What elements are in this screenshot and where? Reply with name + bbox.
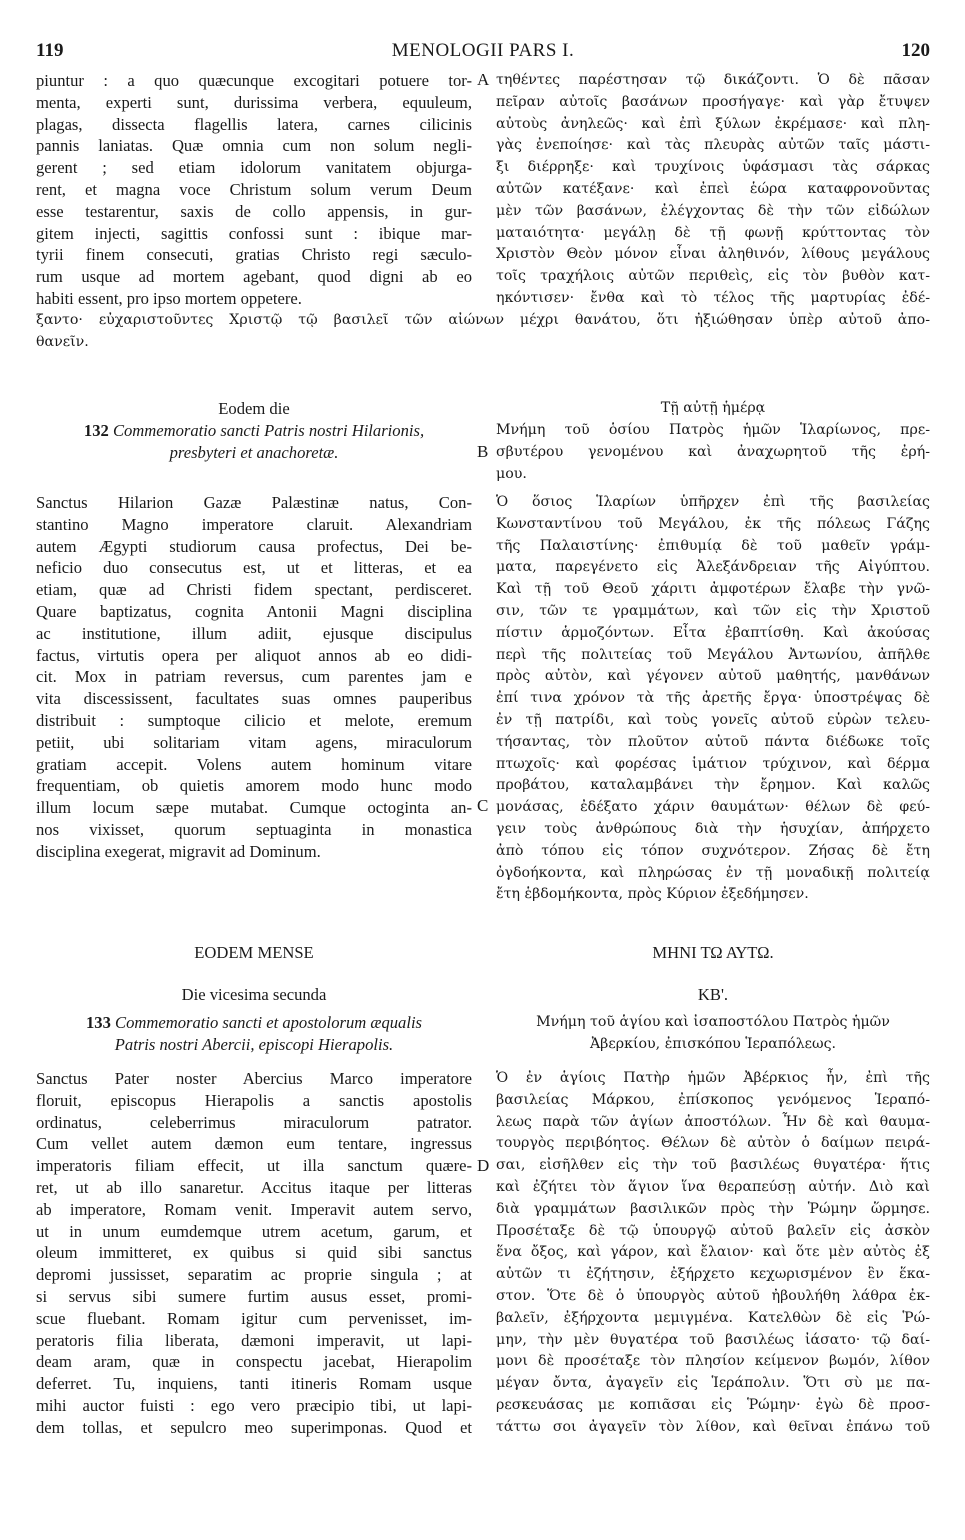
latin-month-title: EODEM MENSE	[194, 943, 314, 962]
entry-132-greek-title-1: Μνήμη τοῦ ὁσίου Πατρὸς ἡμῶν Ἱλαρίωνος, πρε-	[496, 422, 930, 438]
top-latin-column	[36, 70, 472, 310]
text-line: Προσέταξε δὲ τῷ ὑπουργῷ αὐτοῦ βαλεῖν εἰς ἀσκὸν	[496, 1222, 930, 1239]
entry-132-greek-title-3: μου.	[496, 465, 527, 482]
text-line: πρὸς αὐτὸν, καὶ γέγονεν αὐτοῦ μαθητής, μανθάνων	[496, 668, 930, 685]
text-line: frequentiam, ob quietis amorem modo hunc modo	[36, 776, 472, 796]
greek-day-heading: Τῇ αὐτῇ ἡμέρᾳ	[660, 400, 766, 416]
text-line: ματαιότητα· μεγάλῃ δὲ τῇ φωνῇ κρύττοντας τὸν	[496, 224, 930, 241]
text-line: βαλεῖν, ἐξήρχοντα μεμιγμένα. Κατελθὼν δὲ εἰς Ῥώ-	[496, 1309, 930, 1326]
text-line: πτωχοῖς· καὶ φορέσας ἱμάτιον τρύχινον, καὶ δέρμα	[496, 755, 930, 772]
text-line: stantino Magno imperatore claruit. Alexandriam	[36, 514, 472, 534]
text-line: piuntur : a quo quæcunque excogitari potuere tor-	[36, 71, 472, 90]
text-line: depromi jussisset, separatim ac proprie singula ; at	[36, 1265, 472, 1285]
text-line: αὐτῶν τι ἐζήτησιν, ἐξήρχετο κεχωρισμένον ἓν ἕκα-	[496, 1266, 930, 1283]
text-line: ματα, παρεγένετο εἰς Ἀλεξάνδρειαν τῆς Αἰγύπτου.	[496, 559, 930, 576]
text-line: θανεῖν.	[36, 333, 89, 350]
text-line: deam aram, quæ in conspectu jacebat, Hierapolim	[36, 1352, 472, 1372]
text-line: floruit, episcopus Hierapolis a sanctis apostolis	[36, 1090, 472, 1110]
entry-132-latin-head	[36, 398, 472, 464]
text-line: nos vixisset, quorum septuaginta in monastica	[36, 819, 472, 839]
greek-month-heading	[496, 942, 930, 1006]
margin-marker-c: C	[477, 796, 489, 815]
text-line: τηθέντες παρέστησαν τῷ δικάζοντι. Ὁ δὲ πᾶσαν	[496, 72, 930, 88]
text-line: habiti essent, pro ipso mortem oppetere.	[36, 288, 302, 308]
text-line: ἀπὸ τόπου εἰς τόπον συχνότερον. Ζήσας δὲ ἔτη	[496, 842, 930, 859]
text-line: deferret. Tu, inquiens, tanti itineris Romam usque	[36, 1374, 472, 1394]
text-line: Χριστὸν Θεὸν μόνον εἶναι ἀληθινόν, λίθους μεγάλους	[496, 246, 930, 263]
text-line: gerent ; sed etiam idolorum vanitatem objurga-	[36, 158, 472, 178]
text-line: ξαντο· εὐχαριστοῦντες Χριστῷ τῷ βασιλεῖ τῶν αἰώνων μέχρι θανάτου, ὅτι ἠξιώθησαν ὑπὲρ αὐτοῦ ἀπο-	[36, 312, 930, 328]
text-line: esse testarentur, saxis de collo appensis, in gur-	[36, 201, 472, 221]
running-title: MENOLOGII PARS I.	[391, 40, 575, 61]
text-line: rent, et magna voce Christum solum verum Deum	[36, 179, 472, 199]
page-number-left: 119	[36, 40, 64, 61]
page-number-right: 120	[901, 40, 930, 61]
text-line: τοῖς τραχήλοις αὐτῶν περιθεὶς, εἰς τὸν βυθὸν κατ-	[496, 268, 930, 285]
margin-marker-d: D	[477, 1156, 490, 1175]
text-line: Quare baptizatus, cognita Antonii Magni disciplina	[36, 601, 472, 621]
text-line: γειν τοὺς ἀνθρώπους διὰ τὴν ἡσυχίαν, ἀπήρχετο	[496, 820, 930, 837]
entry-133-greek-title-1: Μνήμη τοῦ ἁγίου καὶ ἰσαποστόλου Πατρὸς ἡμῶν	[536, 1014, 890, 1030]
greek-month-title: ΜΗΝΙ ΤΩ ΑΥΤΩ.	[652, 943, 774, 962]
latin-day-subtitle: Die vicesima secunda	[181, 985, 327, 1004]
greek-day-subtitle: ΚΒ'.	[697, 985, 729, 1004]
text-line: Καὶ τῇ τοῦ Θεοῦ χάριτι ἀμφοτέρων ἔλαβε τὴν γνῶ-	[496, 581, 930, 598]
text-line: ἐν τῇ πατρίδι, καὶ τοὺς γονεῖς αὐτοῦ εὑρὼν τελευ-	[496, 711, 930, 728]
text-line: dem tollas, et sepulcro meo superimponas. Quod et	[36, 1417, 472, 1437]
text-line: ac institutione, illum adiit, ejusque discipulus	[36, 623, 472, 643]
text-line: ξι διέρρηξε· καὶ τρυχίνοις ὑφάσμασι τὰς σάρκας	[496, 159, 930, 176]
entry-133-latin-body	[36, 1068, 472, 1439]
text-line: factus, virtutis opera per aliquot annos ab eo didi-	[36, 645, 472, 665]
margin-marker-a: A	[477, 70, 490, 89]
text-line: peratoris filia liberata, dæmoni imperavit, ut lapi-	[36, 1330, 472, 1350]
text-line: disciplina exegerat, migravit ad Dominum.	[36, 841, 321, 861]
text-line: scue fluebant. Romam igitur cum pervenisset, im-	[36, 1308, 472, 1328]
text-line: τάττω σοι ἀγαγεῖν τὸν λίθον, καὶ θεῖναι ἐπάνω τοῦ	[496, 1418, 930, 1435]
text-line: ἕνα ὄξος, καὶ γάρον, καὶ ἔλαιον· καὶ ὅτε μὲν αὐτὸς ἐξ	[496, 1244, 930, 1261]
text-line: ret, ut ab illo sanaretur. Accitus itaque per litteras	[36, 1177, 472, 1197]
text-line: neficio duo consecutus est, ut et litteras, et ea	[36, 558, 472, 578]
text-line: προβάτου, καταλαμβάνει τὴν ἔρημον. Καὶ καλῶς	[496, 777, 930, 794]
text-line: pannis laniatas. Quæ omnia cum non solum negli-	[36, 136, 472, 156]
entry-132-latin-title-2: presbyteri et anachoretæ.	[169, 442, 339, 462]
text-line: ὀγδοήκοντα, καὶ πληρώσας ἐν τῇ μοναδικῇ πολιτείᾳ	[496, 864, 930, 881]
text-line: menta, experti sunt, durissima verbera, equuleum,	[36, 92, 472, 112]
text-line: ἔτη ἑβδομήκοντα, πρὸς Κύριον ἐξεδήμησεν.	[496, 886, 809, 903]
text-line: ab imperatore, Romam venit. Imperavit autem servo,	[36, 1199, 472, 1219]
top-greek-continuation	[36, 310, 930, 354]
entry-132-greek-title-2: σβυτέρου γενομένου καὶ ἀναχωρητοῦ τῆς ἐρή-	[496, 443, 930, 460]
text-line: διὰ γραμμάτων βασιλικῶν πρὸς τὴν Ῥώμην ὥρμησε.	[496, 1200, 930, 1217]
text-line: αὐτοὺς ἀνηλεῶς· καὶ ἐπὶ ξύλων ἐκρέμασε· καὶ πλη-	[496, 115, 930, 132]
text-line: μὲν τῶν βασάνων, ἐλέγχοντας δὲ τὴν τῶν εἰδώλων	[496, 202, 930, 219]
entry-133-greek-head	[496, 1012, 930, 1056]
text-line: illum locum sæpe mutabat. Cumque octoginta an-	[36, 798, 472, 818]
text-line: gratiam accepit. Volens autem hominum vitare	[36, 754, 472, 774]
text-line: περὶ τῆς πολιτείας τοῦ Μεγάλου Ἀντωνίου, ἀπῆλθε	[496, 646, 930, 663]
text-line: μονι δὲ προσέταξε τὸν πλησίον κείμενον βωμόν, λίθον	[496, 1353, 930, 1370]
text-line: mihi auctor fuisti : ego vero præcipio tibi, ut lapi-	[36, 1395, 472, 1415]
text-line: πίστιν ἁρμοζόντων. Εἶτα ἐβαπτίσθη. Καὶ ἀκούσας	[496, 624, 930, 641]
entry-132-greek-body	[496, 492, 930, 906]
margin-marker-b: B	[477, 442, 489, 461]
text-line: Sanctus Pater noster Abercius Marco imperatore	[36, 1069, 472, 1088]
text-line: vita discessissent, facultates suas omnes pauperibus	[36, 689, 472, 709]
text-line: τουργὸς περιβόητος. Θέλων δὲ αὐτὸν ὁ δαίμων πειρά-	[496, 1135, 930, 1152]
text-line: oleum immitteret, ex quibus si quid sibi sanctus	[36, 1243, 472, 1263]
text-line: etiam, quæ ad Christi fidem spectant, perdisceret.	[36, 580, 472, 600]
text-line: ηκόντισεν· ἔνθα καὶ τὸ τέλος τῆς μαρτυρίας ἐδέ-	[496, 289, 930, 306]
text-line: αὐτῶν κατέξανε· καὶ ἐπεὶ ἑώρα καταφρονοῦντας	[496, 180, 930, 197]
entry-133-latin-head	[36, 1012, 472, 1056]
text-line: Cum vellet autem dæmon eum tentare, ingressus	[36, 1134, 472, 1154]
text-line: Ὁ ἐν ἁγίοις Πατὴρ ἡμῶν Ἀβέρκιος ἦν, ἐπὶ τῆς	[496, 1070, 930, 1086]
text-line: distribuit : sumptoque cilicio et melote, eremum	[36, 710, 472, 730]
text-line: μονάσας, ἐδέξατο χάριν θαυμάτων· θέλων δὲ φεύ-	[496, 799, 930, 816]
text-line: si servus sibi sumere furtim ausus esset, promi-	[36, 1286, 472, 1306]
latin-month-heading	[36, 942, 472, 1006]
text-line: στον. Ὅτε δὲ ὁ ὑπουργὸς αὐτοῦ ἠβουλήθη λάθρα ἐκ-	[496, 1287, 930, 1304]
text-line: ut in unum eumdemque utrem acetum, garum, et	[36, 1221, 472, 1241]
text-line: gitem injecti, sagittis confossi sunt : ibique mar-	[36, 223, 472, 243]
entry-132-greek-head	[496, 398, 930, 485]
latin-day-heading: Eodem die	[218, 399, 290, 418]
text-line: σιν, τῶν τε γραμμάτων, καὶ τῶν εἰς τὴν Χριστοῦ	[496, 602, 930, 619]
text-line: πεῖραν αὐτοῖς βασάνων προσήγαγε· καὶ γὰρ ἔτυψεν	[496, 93, 930, 110]
entry-133-latin-title-1: 133 Commemoratio sancti et apostolorum æqualis	[85, 1013, 423, 1032]
text-line: imperatoris filiam effecit, ut illa sanctum quære-	[36, 1156, 472, 1176]
entry-133-latin-title-2: Patris nostri Abercii, episcopi Hierapolis.	[114, 1034, 394, 1054]
running-header	[36, 36, 930, 66]
text-line: rum usque ad mortem agebant, quod digni ab eo	[36, 267, 472, 287]
text-line: βασιλείας Μάρκου, ἐπίσκοπος γενόμενος Ἱεραπό-	[496, 1091, 930, 1108]
text-line: ἐπί τινα χρόνον τὰ τῆς ἀρετῆς ἔργα· ὑποστρέψας δὲ	[496, 690, 930, 707]
text-line: ρεσκευάσας με κοπιᾶσαι εἰς Ῥώμην· ἐγὼ δὲ προσ-	[496, 1396, 930, 1413]
text-line: tyrii finem consecuti, gratias Christo regi sæculo-	[36, 245, 472, 265]
text-line: petiit, ubi solitariam vitam agens, miraculorum	[36, 732, 472, 752]
text-line: καὶ ἐζήτει τὸν ἅγιον ἵνα θεραπεύσῃ αὐτήν. Διὸ καὶ	[496, 1178, 930, 1195]
entry-number: 132	[83, 421, 109, 440]
entry-133-greek-body	[496, 1068, 930, 1439]
text-line: autem Ægypti studiorum causa profectus, Dei be-	[36, 536, 472, 556]
text-line: Sanctus Hilarion Gazæ Palæstinæ natus, Con-	[36, 493, 472, 512]
text-line: τῆς Παλαιστίνης· ἐπιθυμίᾳ δὲ τοῦ μαθεῖν γράμ-	[496, 537, 930, 554]
text-line: τήσαντας, τὸν πλοῦτον αὐτοῦ πάντα διέδωκε τοῖς	[496, 733, 930, 750]
text-line: μέγαν ὄντα, ἀγαγεῖν εἰς Ἱεράπολιν. Ὅτι σὺ με πα-	[496, 1375, 930, 1392]
entry-number: 133	[85, 1013, 111, 1032]
entry-132-latin-title-1: 132 Commemoratio sancti Patris nostri Hilarionis,	[83, 421, 425, 440]
top-greek-column	[496, 70, 930, 310]
text-line: γὰς ἐνεποίησε· καὶ τὰς πλευρὰς αὐτῶν ταῖς μάστι-	[496, 137, 930, 154]
entry-133-greek-title-2: Ἀβερκίου, ἐπισκόπου Ἱεραπόλεως.	[589, 1036, 837, 1052]
text-line: σαι, εἰσῆλθεν εἰς τὴν τοῦ βασιλέως θυγατέρα· ἥτις	[496, 1157, 930, 1174]
text-line: λεως παρὰ τῶν ἁγίων ἀποστόλων. Ἦν δὲ καὶ θαυμα-	[496, 1113, 930, 1130]
text-line: cit. Mox in patriam reversus, cum parentes jam e	[36, 667, 472, 687]
text-line: ordinatus, celeberrimus miraculorum patrator.	[36, 1112, 472, 1132]
text-line: Ὁ ὅσιος Ἱλαρίων ὑπῆρχεν ἐπὶ τῆς βασιλείας	[496, 494, 930, 510]
entry-132-latin-body	[36, 492, 472, 863]
text-line: Κωνσταντίνου τοῦ Μεγάλου, ἐκ τῆς πόλεως Γάζης	[496, 515, 930, 532]
text-line: μην, τὴν μὲν θυγατέρα τοῦ βασιλέως ἰάσατο· τῷ δαί-	[496, 1331, 930, 1348]
text-line: plagas, dissecta flagellis latera, carnes cilicinis	[36, 114, 472, 134]
